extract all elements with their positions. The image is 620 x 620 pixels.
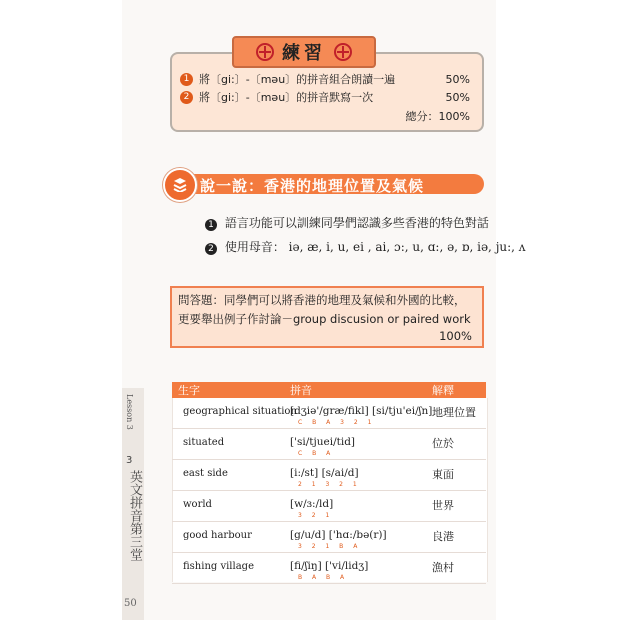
qa-text: 問答題：同學們可以將香港的地理及氣候和外國的比較，更要舉出例子作討論－group discusion or paired work bbox=[178, 293, 471, 326]
header-meaning: 解釋 bbox=[432, 384, 454, 397]
point-number: 2 bbox=[205, 243, 217, 255]
syllable-marks: 2 1 3 2 1 bbox=[298, 481, 361, 488]
vocab-pronunciation: [fi/ʃiŋ] ['vi/lidʒ] bbox=[290, 560, 369, 572]
vocab-row bbox=[172, 398, 486, 429]
vocab-pronunciation: [w/ɜ:/ld] bbox=[290, 498, 334, 510]
item-number: 1 bbox=[180, 73, 193, 86]
qa-percent: 100% bbox=[439, 329, 472, 343]
practice-title: 練習 bbox=[282, 43, 326, 64]
spine-lesson-label: Lesson 3 bbox=[125, 394, 134, 430]
vocab-word: good harbour bbox=[183, 530, 252, 541]
practice-item bbox=[180, 89, 470, 105]
vocab-meaning: 地理位置 bbox=[432, 406, 476, 419]
vocab-meaning: 東面 bbox=[432, 468, 454, 481]
practice-total: 總分：100% bbox=[405, 110, 470, 123]
syllable-marks: C B A bbox=[298, 450, 335, 457]
vocab-word: world bbox=[183, 499, 212, 510]
header-pronunciation: 拼音 bbox=[290, 384, 312, 397]
vocab-row bbox=[172, 460, 486, 491]
spine-lesson-number: 3 bbox=[126, 455, 133, 466]
vocab-table-header bbox=[172, 382, 486, 398]
page-number: 50 bbox=[124, 598, 137, 609]
vocab-row bbox=[172, 553, 486, 584]
syllable-marks: C B A 3 2 1 bbox=[298, 419, 376, 426]
say-point-label: 使用母音： bbox=[224, 240, 285, 254]
speech-stack-icon bbox=[163, 168, 197, 202]
spine-title: 英文拼音第三堂 bbox=[127, 470, 142, 561]
say-point bbox=[205, 214, 489, 231]
say-point bbox=[205, 238, 526, 255]
practice-item-text: 將〔gi:〕-〔məu〕的拼音組合朗讀一遍 bbox=[199, 73, 396, 86]
vocab-pronunciation: [dʒiə'/græ/fikl] [si/tju'ei/ʃn] bbox=[290, 405, 433, 417]
say-point-text: 語言功能可以訓練同學們認識多些香港的特色對話 bbox=[224, 216, 489, 230]
vocab-pronunciation: [i:/st] [s/ai/d] bbox=[290, 467, 359, 479]
vocab-word: fishing village bbox=[183, 561, 254, 572]
practice-item-percent: 50% bbox=[445, 90, 470, 104]
vocab-word: east side bbox=[183, 468, 228, 479]
vocab-row bbox=[172, 429, 486, 460]
vocab-table bbox=[172, 382, 486, 584]
vocab-word: geographical situation bbox=[183, 406, 297, 417]
vocab-meaning: 位於 bbox=[432, 437, 454, 450]
plus-circle-icon bbox=[256, 43, 274, 61]
vocab-meaning: 漁村 bbox=[432, 561, 454, 574]
header-word: 生字 bbox=[178, 384, 200, 397]
vowel-list: iə, æ, i, u, ei , ai, ɔ:, u, ɑ:, ə, ɒ, iə, ju:, ʌ bbox=[288, 240, 526, 254]
vocab-pronunciation: ['si/tjuei/tid] bbox=[290, 436, 356, 448]
syllable-marks: 3 2 1 B A bbox=[298, 543, 362, 550]
vocab-row bbox=[172, 522, 486, 553]
section-title: 說一說：香港的地理位置及氣候 bbox=[200, 177, 425, 195]
practice-title-banner bbox=[232, 36, 376, 68]
vocab-row bbox=[172, 491, 486, 522]
point-number: 1 bbox=[205, 219, 217, 231]
practice-item bbox=[180, 71, 470, 87]
syllable-marks: B A B A bbox=[298, 574, 349, 581]
item-number: 2 bbox=[180, 91, 193, 104]
vocab-meaning: 世界 bbox=[432, 499, 454, 512]
syllable-marks: 3 2 1 bbox=[298, 512, 334, 519]
plus-circle-icon bbox=[334, 43, 352, 61]
practice-item-text: 將〔gi:〕-〔məu〕的拼音默寫一次 bbox=[199, 91, 374, 104]
practice-item-percent: 50% bbox=[445, 72, 470, 86]
vocab-meaning: 良港 bbox=[432, 530, 454, 543]
vocab-pronunciation: [g/u/d] ['hɑ:/bə(r)] bbox=[290, 529, 387, 541]
vocab-word: situated bbox=[183, 437, 225, 448]
